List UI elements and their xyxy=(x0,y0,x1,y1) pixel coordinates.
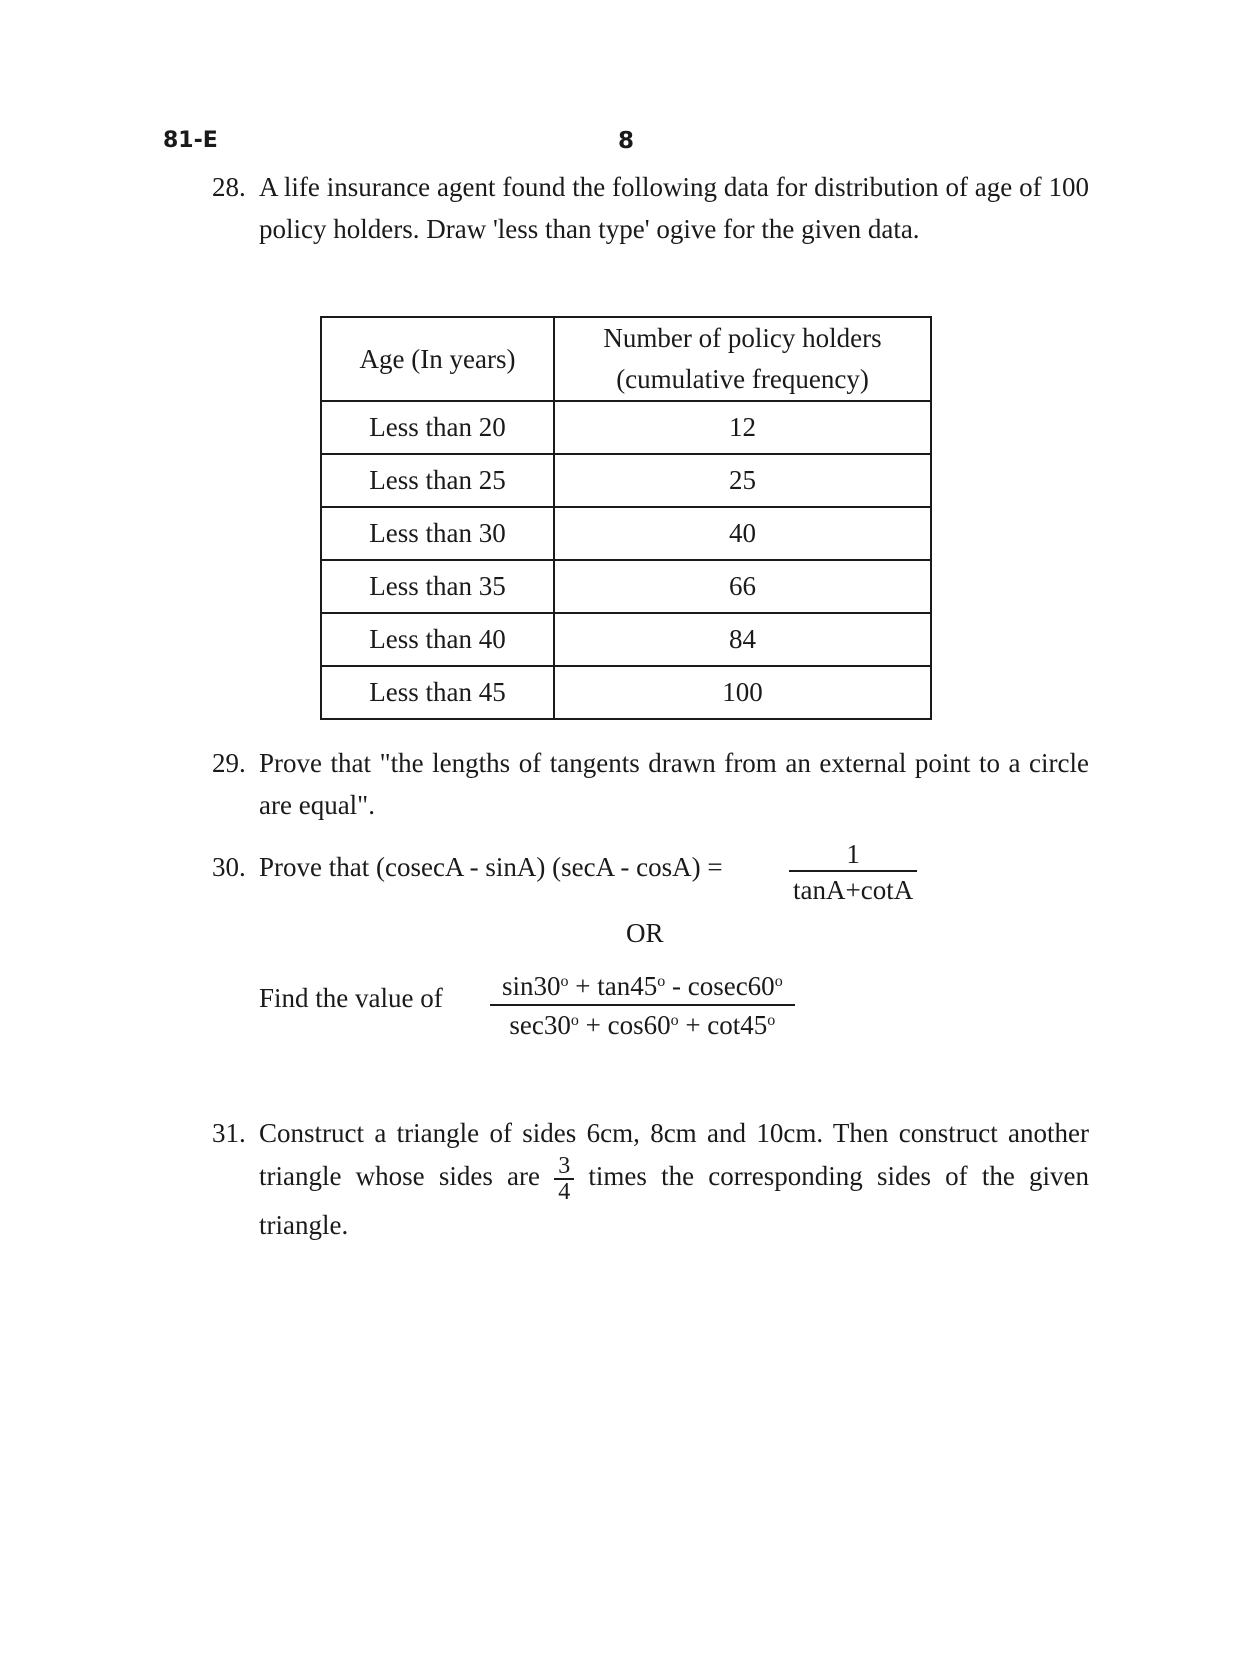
question-28 xyxy=(212,166,1089,250)
or-separator: OR xyxy=(626,918,664,948)
ogive-data-table xyxy=(320,316,932,720)
header-line-2: (cumulative frequency) xyxy=(616,364,869,394)
question-30-text: Prove that (cosecA - sinA) (secA - cosA) = xyxy=(259,852,723,882)
table-header-row xyxy=(321,317,931,401)
alternative-question-text: Find the value of xyxy=(259,983,443,1013)
alternative-question-fraction xyxy=(490,968,795,1044)
question-text: Prove that "the lengths of tangents drawn from an external point to a circle are equal". xyxy=(259,748,1089,820)
age-cell: Less than 25 xyxy=(321,454,554,507)
page-number: 8 xyxy=(618,128,635,154)
column-header-policy-holders xyxy=(554,317,931,401)
header-line-1: Number of policy holders xyxy=(603,323,882,353)
fraction xyxy=(490,968,795,1044)
fraction xyxy=(789,838,917,908)
frequency-cell: 25 xyxy=(554,454,931,507)
age-cell: Less than 35 xyxy=(321,560,554,613)
fraction-numerator: 3 xyxy=(558,1153,571,1179)
fraction-denominator: 4 xyxy=(558,1179,571,1205)
frequency-cell: 100 xyxy=(554,666,931,719)
question-29 xyxy=(212,742,1089,826)
age-cell: Less than 20 xyxy=(321,401,554,454)
question-30-number: 30. xyxy=(212,852,246,882)
fraction-numerator: 1 xyxy=(846,839,860,869)
question-30-rhs-fraction xyxy=(789,838,917,908)
table-row xyxy=(321,401,931,454)
fraction-numerator: $\sin 30^o + \tan 45^o - cosec60^o$ xyxy=(502,971,783,1001)
question-number: 31. xyxy=(212,1118,246,1148)
frequency-cell: 84 xyxy=(554,613,931,666)
table-row xyxy=(321,454,931,507)
frequency-cell: 40 xyxy=(554,507,931,560)
table-row xyxy=(321,560,931,613)
table-row xyxy=(321,507,931,560)
table-row xyxy=(321,666,931,719)
fraction-denominator: $\sec 30^o + \cos 60^o + \cot 45^o$ xyxy=(509,1010,776,1040)
age-cell: Less than 45 xyxy=(321,666,554,719)
frequency-cell: 12 xyxy=(554,401,931,454)
fraction-denominator: tanA+cotA xyxy=(793,875,914,905)
paper-code: 81-E xyxy=(163,128,218,153)
question-number: 28. xyxy=(212,172,246,202)
age-cell: Less than 40 xyxy=(321,613,554,666)
question-number: 29. xyxy=(212,748,246,778)
question-31 xyxy=(212,1112,1089,1246)
fraction xyxy=(554,1154,574,1204)
age-cell: Less than 30 xyxy=(321,507,554,560)
frequency-cell: 66 xyxy=(554,560,931,613)
column-header-age: Age (In years) xyxy=(321,317,554,401)
question-text: A life insurance agent found the following data for distribution of age of 100 policy holders. Draw 'less than type' ogive for the given data. xyxy=(259,172,1089,244)
question-text: Construct a triangle of sides 6cm, 8cm and 10cm. Then construct another triangle whose sides are $\frac{3}{4}$ times the corresponding sides of the given triangle. xyxy=(259,1118,1090,1240)
table-row xyxy=(321,613,931,666)
